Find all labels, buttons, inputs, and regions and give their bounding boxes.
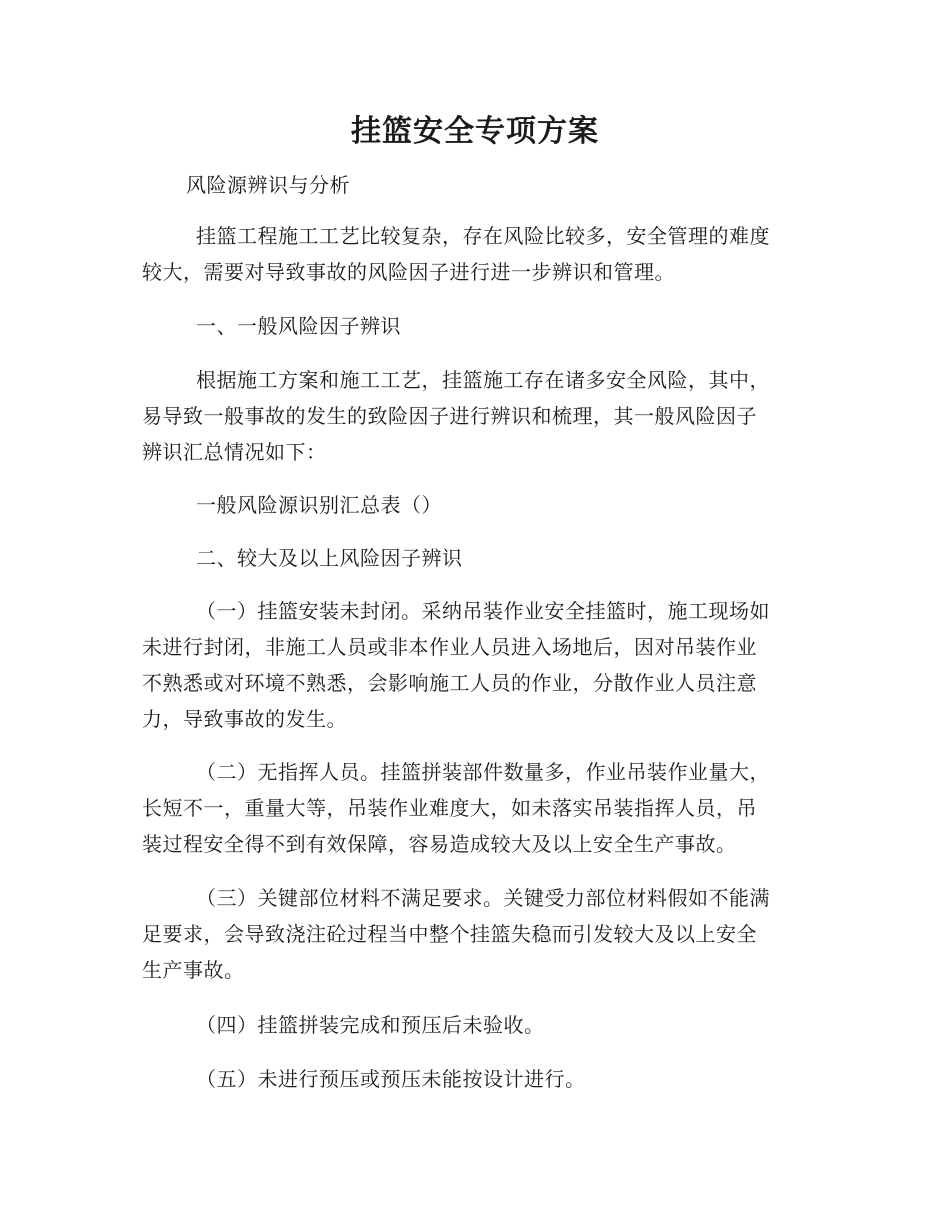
paragraph-line: 辨识汇总情况如下：	[142, 440, 327, 464]
paragraph-line: 挂篮工程施工工艺比较复杂，存在风险比较多，安全管理的难度	[196, 224, 770, 248]
paragraph-line: 未进行封闭，非施工人员或非本作业人员进入场地后，因对吊装作业	[142, 635, 757, 659]
paragraph-line: 不熟悉或对环境不熟悉，会影响施工人员的作业，分散作业人员注意	[142, 671, 757, 695]
paragraph-line: （五）未进行预压或预压未能按设计进行。	[196, 1067, 586, 1091]
paragraph-line: 足要求，会导致浇注砼过程当中整个挂篮失稳而引发较大及以上安全	[142, 922, 757, 946]
paragraph-line: 力，导致事故的发生。	[142, 707, 347, 731]
paragraph-line: （二）无指挥人员。挂篮拼装部件数量多，作业吊装作业量大，	[196, 760, 770, 784]
table-reference: 一般风险源识别汇总表（）	[196, 493, 442, 517]
section-heading: 二、较大及以上风险因子辨识	[196, 546, 463, 570]
paragraph-line: 装过程安全得不到有效保障，容易造成较大及以上安全生产事故。	[142, 832, 737, 856]
section-heading: 一、一般风险因子辨识	[196, 314, 401, 338]
section-subtitle: 风险源辨识与分析	[186, 173, 350, 197]
paragraph-line: 较大，需要对导致事故的风险因子进行进一步辨识和管理。	[142, 260, 675, 284]
paragraph-line: 根据施工方案和施工工艺，挂篮施工存在诸多安全风险，其中，	[196, 368, 770, 392]
paragraph-line: 长短不一，重量大等，吊装作业难度大，如未落实吊装指挥人员，吊	[142, 796, 757, 820]
paragraph-line: （四）挂篮拼装完成和预压后未验收。	[196, 1013, 545, 1037]
paragraph-line: 生产事故。	[142, 958, 245, 982]
paragraph-line: 易导致一般事故的发生的致险因子进行辨识和梳理，其一般风险因子	[142, 404, 757, 428]
paragraph-line: （一）挂篮安装未封闭。采纳吊装作业安全挂篮时，施工现场如	[196, 599, 770, 623]
document-title: 挂篮安全专项方案	[351, 114, 599, 149]
paragraph-line: （三）关键部位材料不满足要求。关键受力部位材料假如不能满	[196, 886, 770, 910]
